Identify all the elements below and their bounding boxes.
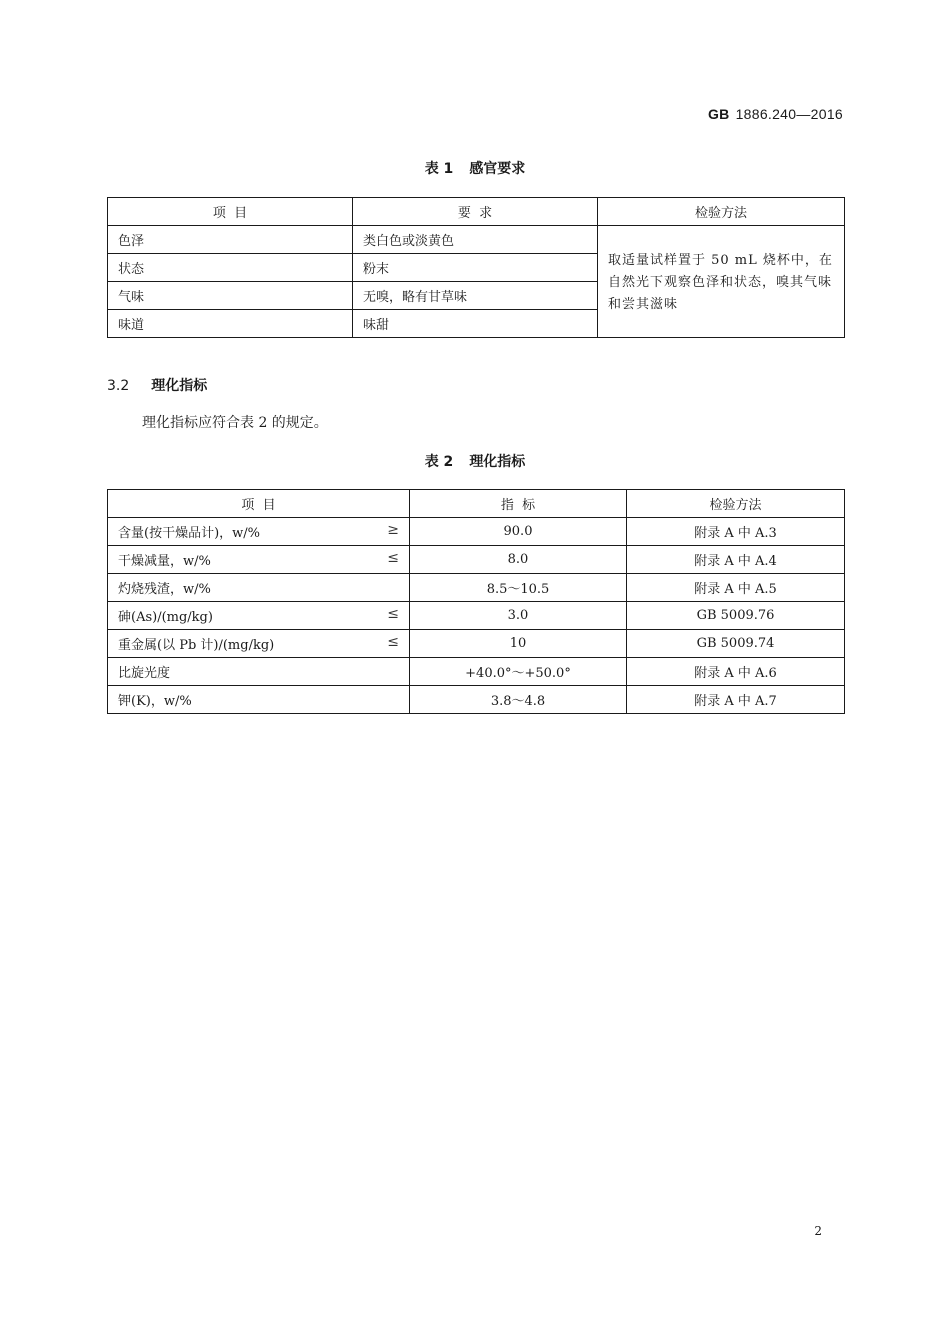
value-cell: 3.8～4.8 (410, 686, 627, 714)
standard-number (708, 106, 843, 122)
column-header: 项 目 (108, 490, 410, 518)
comparison-sign: ≤ (387, 550, 399, 566)
table-row (108, 602, 845, 630)
item-cell: 气味 (108, 282, 353, 310)
table-row (108, 574, 845, 602)
method-cell: 附录 A 中 A.5 (627, 574, 845, 602)
sensory-requirements-table (107, 197, 845, 338)
requirement-cell: 粉末 (353, 254, 598, 282)
value-cell: +40.0°～+50.0° (410, 658, 627, 686)
method-cell: GB 5009.74 (627, 630, 845, 658)
item-cell (108, 658, 410, 686)
column-header: 检验方法 (627, 490, 845, 518)
method-cell: 取适量试样置于 50 mL 烧杯中，在自然光下观察色泽和状态，嗅其气味和尝其滋味 (598, 226, 845, 338)
requirement-cell: 无嗅，略有甘草味 (353, 282, 598, 310)
table-row (108, 630, 845, 658)
table1-caption (0, 158, 950, 178)
physicochemical-table (107, 489, 845, 714)
item-label: 灼烧残渣，w/% (118, 582, 211, 597)
table2-title: 理化指标 (469, 454, 526, 470)
table-header-row (108, 490, 845, 518)
table-row (108, 546, 845, 574)
item-cell (108, 546, 410, 574)
table-row (108, 518, 845, 546)
method-cell: 附录 A 中 A.6 (627, 658, 845, 686)
table-row (108, 226, 845, 254)
item-label: 干燥减量，w/% (118, 554, 211, 569)
value-cell: 90.0 (410, 518, 627, 546)
table-row (108, 658, 845, 686)
method-cell: 附录 A 中 A.3 (627, 518, 845, 546)
requirement-cell: 类白色或淡黄色 (353, 226, 598, 254)
item-label: 钾(K)，w/% (118, 694, 192, 709)
item-cell: 味道 (108, 310, 353, 338)
item-label: 含量(按干燥品计)，w/% (118, 526, 261, 541)
standard-code: 1886.240—2016 (735, 106, 843, 122)
requirement-cell: 味甜 (353, 310, 598, 338)
section-heading (107, 375, 207, 395)
table2-caption (0, 451, 950, 471)
table1-title: 感官要求 (469, 161, 526, 177)
comparison-sign: ≥ (387, 522, 399, 538)
item-label: 砷(As)/(mg/kg) (118, 610, 213, 625)
method-cell: GB 5009.76 (627, 602, 845, 630)
table1-number: 表 1 (424, 161, 454, 177)
item-cell: 色泽 (108, 226, 353, 254)
section-number: 3.2 (107, 378, 130, 394)
table2-number: 表 2 (424, 454, 454, 470)
section-title: 理化指标 (151, 378, 208, 394)
item-cell (108, 686, 410, 714)
standard-prefix: GB (707, 106, 730, 122)
table-row (108, 686, 845, 714)
item-cell (108, 518, 410, 546)
item-label: 比旋光度 (118, 666, 171, 681)
table-header-row (108, 198, 845, 226)
item-cell (108, 574, 410, 602)
method-cell: 附录 A 中 A.7 (627, 686, 845, 714)
item-cell (108, 630, 410, 658)
comparison-sign: ≤ (387, 634, 399, 650)
item-label: 重金属(以 Pb 计)/(mg/kg) (118, 638, 275, 653)
value-cell: 10 (410, 630, 627, 658)
value-cell: 3.0 (410, 602, 627, 630)
item-cell (108, 602, 410, 630)
item-cell: 状态 (108, 254, 353, 282)
column-header: 要 求 (353, 198, 598, 226)
column-header: 项 目 (108, 198, 353, 226)
column-header: 检验方法 (598, 198, 845, 226)
method-cell: 附录 A 中 A.4 (627, 546, 845, 574)
page-number: 2 (814, 1224, 822, 1238)
value-cell: 8.5～10.5 (410, 574, 627, 602)
section-paragraph: 理化指标应符合表 2 的规定。 (142, 415, 328, 431)
comparison-sign: ≤ (387, 606, 399, 622)
column-header: 指 标 (410, 490, 627, 518)
value-cell: 8.0 (410, 546, 627, 574)
